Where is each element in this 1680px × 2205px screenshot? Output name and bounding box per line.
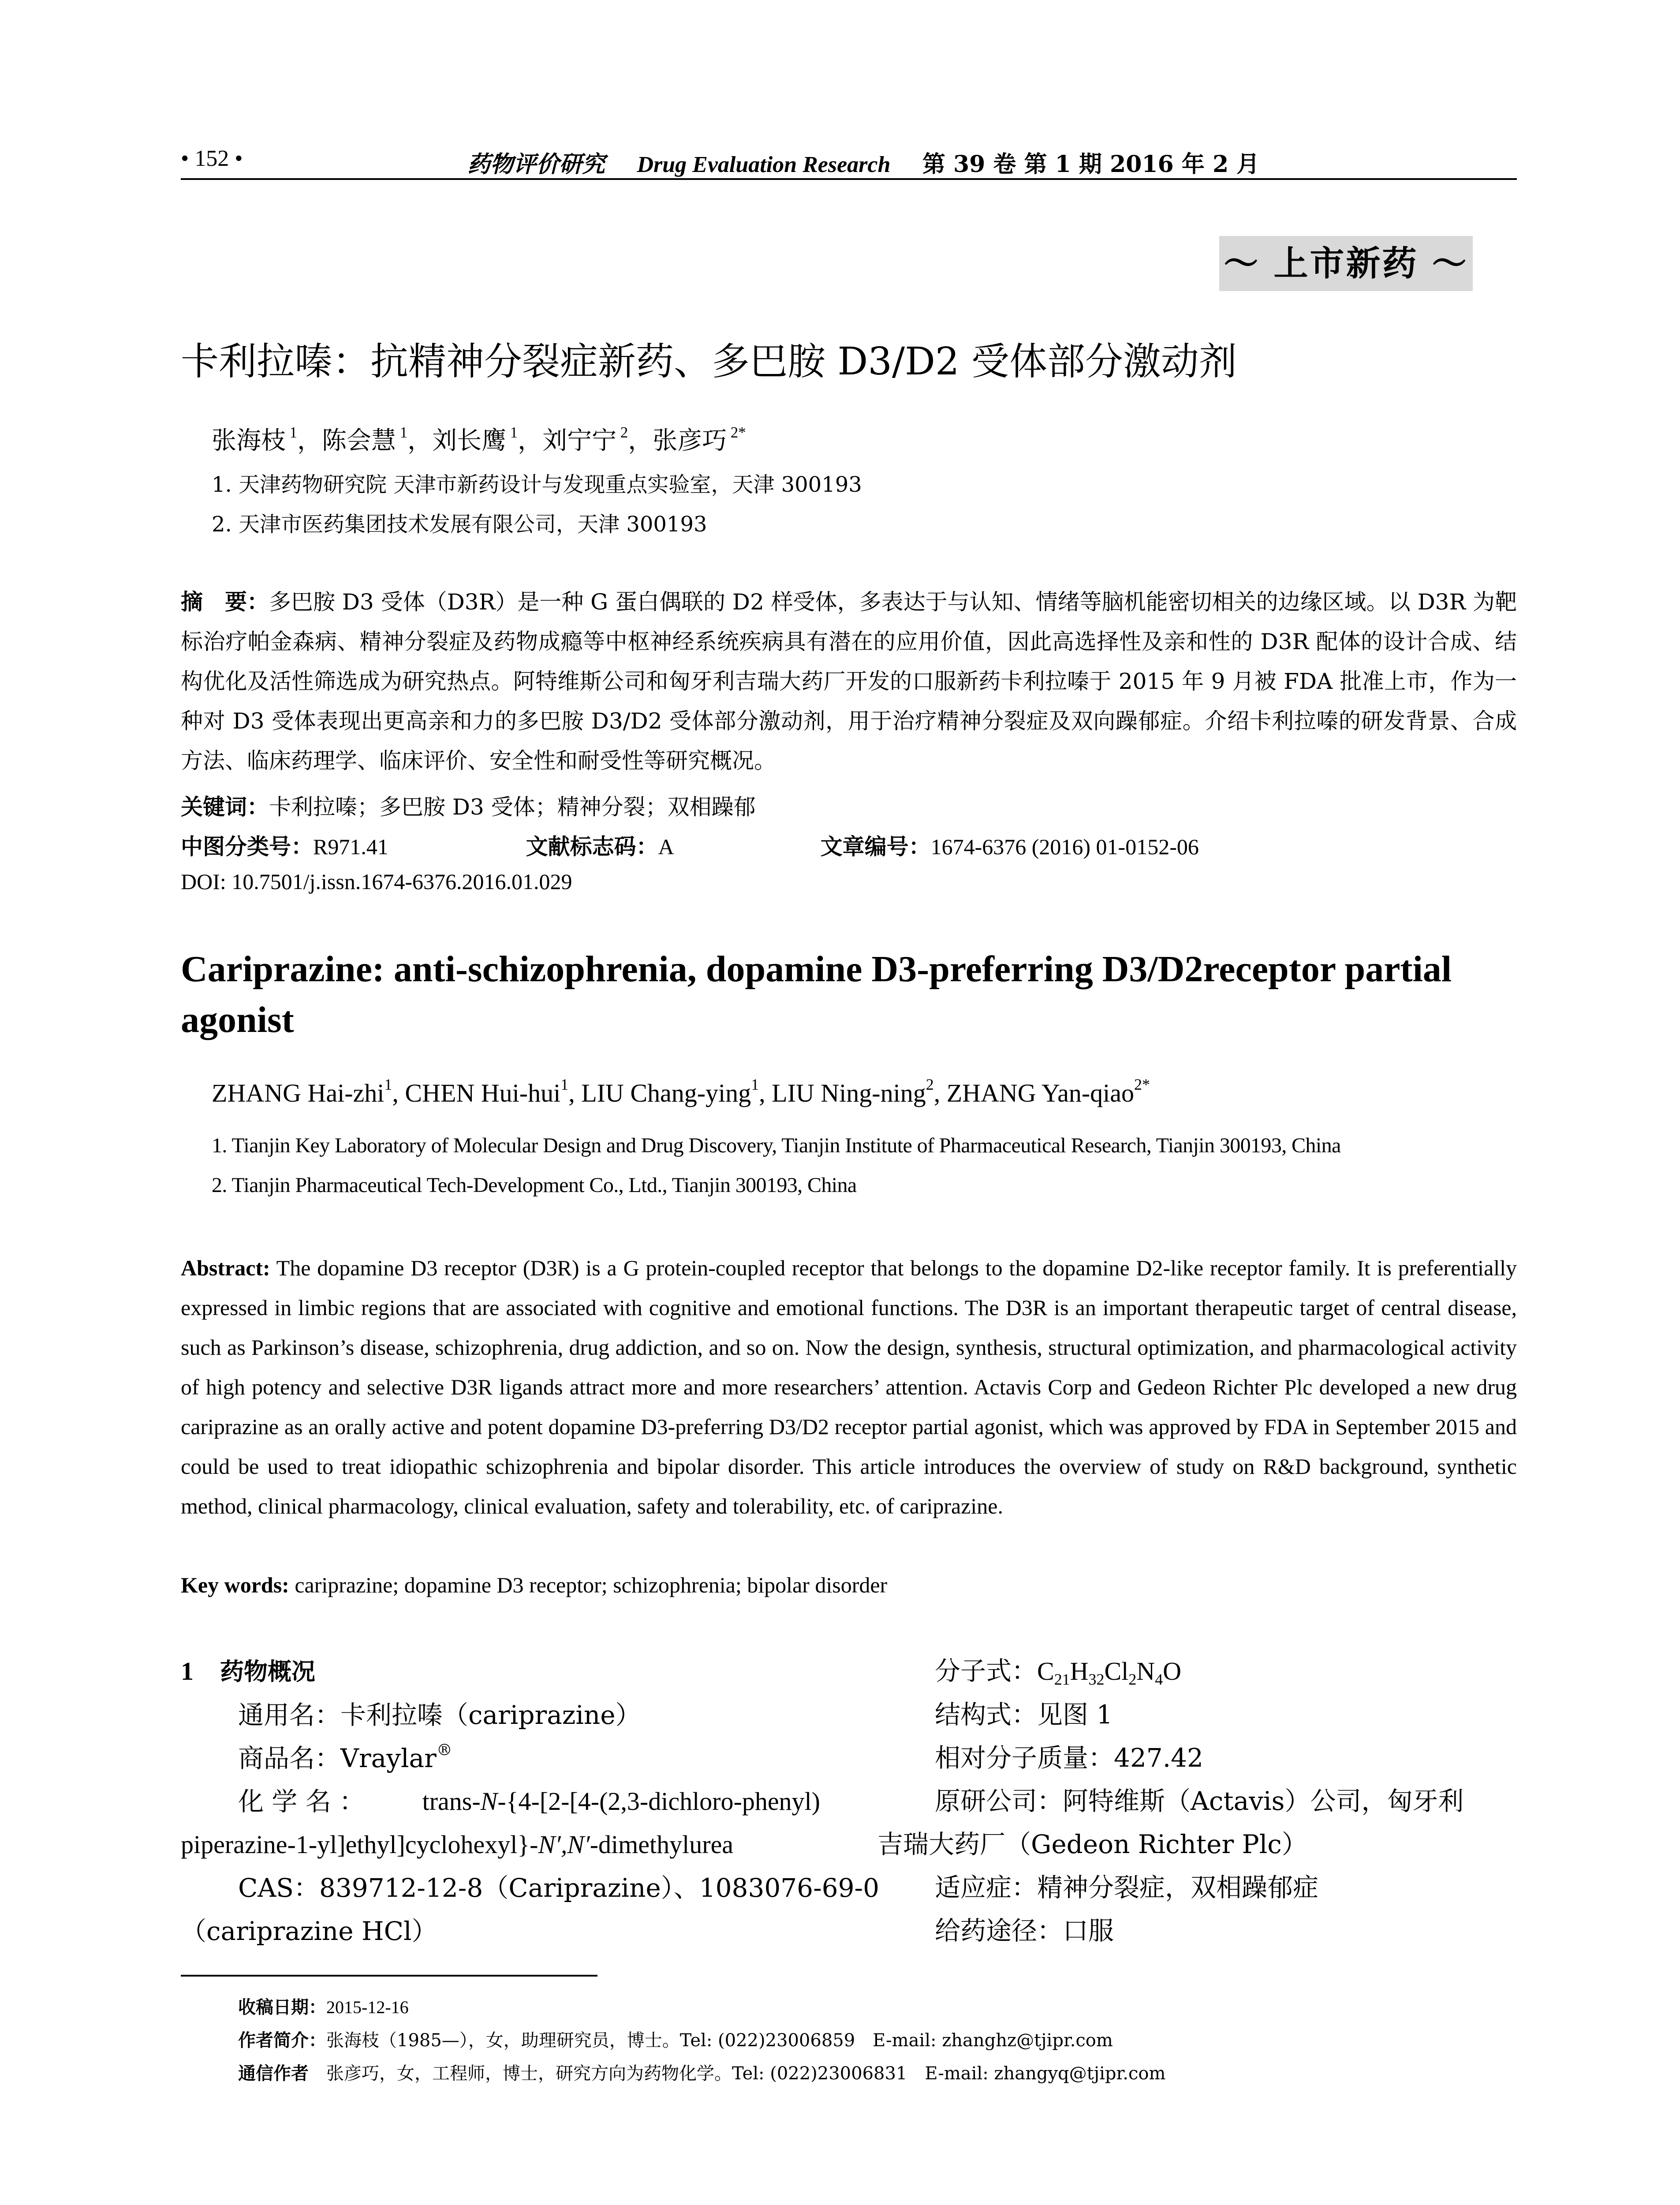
abstract-en-text: The dopamine D3 receptor (D3R) is a G protein-coupled receptor that belongs to the dopamine D2-like receptor family. It is preferentially expressed in limbic regions that are associated with cognitive and emotional functions. The D3R is an important therapeutic target of central disease, such as Parkinson’s disease, schizophrenia, drug addiction, and so on. Now the design, synthesis, structural optimization, and pharmacological activity of high potency and selective D3R ligands attract more and more researchers’ attention. Actavis Corp and Gedeon Richter Plc developed a new drug cariprazine as an orally active and potent dopamine D3-preferring D3/D2 receptor partial agonist, which was approved by FDA in September 2015 and could be used to treat idiopathic schizophrenia and bipolar disorder. This article introduces the overview of study on R&D background, synthetic method, clinical pharmacology, clinical evaluation, safety and tolerability, etc. of cariprazine. [181,1256,1517,1518]
clc-label: 中图分类号： [181,834,313,860]
section-1-left-column [181,1649,879,1953]
footnote-corresponding: 通信作者 张彦巧，女，工程师，博士，研究方向为药物化学。Tel: (022)23006831 E-mail: zhangyq@tjipr.com [238,2063,1166,2084]
author-affiliation-mark: 1 [384,1076,392,1094]
formula-element: O [1163,1657,1182,1686]
author-affiliation-mark: 1 [396,423,408,441]
issue-info: 第 39 卷 第 1 期 2016 年 2 月 [922,151,1260,178]
article-id-label: 文章编号： [820,834,931,860]
author-name: 陈会慧 [322,426,396,455]
page-number: • 152 • [181,146,243,171]
developer-line-1: 原研公司：阿特维斯（Actavis）公司，匈牙利 [935,1786,1464,1816]
author-affiliation-mark: 1 [560,1076,569,1094]
title-en: Cariprazine: anti-schizophrenia, dopamine D3-preferring D3/D2receptor partial agonist [181,949,1452,1040]
indication: 适应症：精神分裂症，双相躁郁症 [935,1872,1319,1902]
formula-element: N [1136,1657,1155,1686]
author-name: ZHANG Hai-zhi [212,1079,385,1107]
structure-ref: 结构式：见图 1 [935,1700,1113,1730]
affiliation-cn-1: 1. 天津药物研究院 天津市新药设计与发现重点实验室，天津 300193 [212,472,862,497]
author-name: LIU Ning-ning [772,1079,926,1107]
keywords-cn-label: 关键词： [181,794,269,820]
journal-line [467,146,1259,179]
author-affiliation-mark: 1 [506,423,518,441]
abstract-en-label: Abstract: [181,1256,270,1280]
formula-count: 4 [1155,1670,1163,1688]
cas-number-line-2: （cariprazine HCl） [181,1916,437,1946]
abstract-en [181,1248,1517,1526]
keywords-cn-text: 卡利拉嗪；多巴胺 D3 受体；精神分裂；双相躁郁 [269,794,756,820]
author-name: 刘长鹰 [432,426,507,455]
author-affiliation-mark: 2 [926,1076,934,1094]
molecular-weight: 相对分子质量：427.42 [935,1743,1203,1773]
formula-element: Cl [1104,1657,1129,1686]
author-affiliation-mark: 2* [727,423,746,441]
author-affiliation-mark: 2 [616,423,628,441]
author-name: 刘宁宁 [542,426,617,455]
author-name: 张海枝 [212,426,286,455]
footnote-rule [181,1975,597,1977]
author-affiliation-mark: 2* [1134,1076,1150,1094]
title-cn: 卡利拉嗪：抗精神分裂症新药、多巴胺 D3/D2 受体部分激动剂 [181,340,1237,384]
section-1-number: 1 [181,1657,194,1686]
author-name: 张彦巧 [653,426,727,455]
affiliation-en-1: 1. Tianjin Key Laboratory of Molecular Design and Drug Discovery, Tianjin Institute of Pharmaceutical Research, Tianjin 300193, China [212,1134,1341,1157]
doc-code-value: A [658,834,674,859]
abstract-cn [181,582,1517,781]
chemical-name-line-2: piperazine-1-yl]ethyl]cyclohexyl}-N′,N′-dimethylurea [181,1830,734,1859]
footnote-received: 收稿日期：2015-12-16 [238,1997,409,2018]
author-affiliation-mark: 1 [751,1076,759,1094]
authors-en: ZHANG Hai-zhi$^1$, CHEN Hui-hui$^1$, LIU Chang-ying$^1$, LIU Ning-ning$^2$, ZHANG Yan-qiao$^{2*}$ [212,1076,1150,1107]
author-name: ZHANG Yan-qiao [946,1079,1135,1107]
abstract-cn-text: 多巴胺 D3 受体（D3R）是一种 G 蛋白偶联的 D2 样受体，多表达于与认知、情绪等脑机能密切相关的边缘区域。以 D3R 为靶标治疗帕金森病、精神分裂症及药物成瘾等中枢神经系统疾病具有潜在的应用价值，因此高选择性及亲和性的 D3R 配体的设计合成、结构优化及活性筛选成为研究热点。阿特维斯公司和匈牙利吉瑞大药厂开发的口服新药卡利拉嗪于 2015 年 9 月被 FDA 批准上市，作为一种对 D3 受体表现出更高亲和力的多巴胺 D3/D2 受体部分激动剂，用于治疗精神分裂症及双向躁郁症。介绍卡利拉嗪的研发背景、合成方法、临床药理学、临床评价、安全性和耐受性等研究概况。 [181,589,1517,774]
journal-name-cn: 药物评价研究 [467,151,605,178]
clc-value: R971.41 [313,834,388,859]
trade-name: 商品名：Vraylar® [238,1741,452,1773]
chemical-name-label: 化 学 名 ： [238,1786,365,1816]
header-rule [181,178,1517,180]
footnote-author: 作者简介：张海枝（1985—），女，助理研究员，博士。Tel: (022)23006859 E-mail: zhanghz@tjipr.com [238,2030,1113,2051]
section-1-title: 药物概况 [220,1658,315,1686]
affiliation-cn-2: 2. 天津市医药集团技术发展有限公司，天津 300193 [212,512,707,537]
affiliation-en-2: 2. Tianjin Pharmaceutical Tech-Development Co., Ltd., Tianjin 300193, China [212,1174,857,1197]
section-tag: ～ 上市新药 ～ [1219,236,1473,291]
formula-element: H [1070,1657,1089,1686]
formula-count: 32 [1088,1670,1105,1688]
formula-element: C [1037,1657,1054,1686]
section-1-heading [181,1649,820,1693]
article-id-value: 1674-6376 (2016) 01-0152-06 [930,834,1199,859]
keywords-en [181,1572,887,1598]
formula-count: 2 [1128,1670,1137,1688]
section-1-right-column [877,1649,1517,1952]
doc-code-label: 文献标志码： [526,834,658,860]
generic-name: 通用名：卡利拉嗪（cariprazine） [238,1700,641,1730]
authors-cn: 张海枝 $^1$，陈会慧 $^1$，刘长鹰 $^1$，刘宁宁 $^2$，张彦巧 $^{2*}$ [212,423,746,455]
author-affiliation-mark: 1 [286,423,298,441]
cas-number-line-1: CAS：839712-12-8（Cariprazine）、1083076-69-0 [238,1873,879,1903]
molecular-formula: 分子式：$C_{21}H_{32}Cl_2N_4O$ [935,1656,1182,1688]
running-header [181,141,1517,181]
doi: DOI: 10.7501/j.issn.1674-6376.2016.01.029 [181,869,572,894]
author-name: CHEN Hui-hui [405,1079,561,1107]
abstract-cn-label: 摘 要： [181,589,269,615]
route: 给药途径：口服 [935,1916,1114,1946]
author-name: LIU Chang-ying [581,1079,751,1107]
developer-line-2: 吉瑞大药厂（Gedeon Richter Plc） [877,1829,1307,1859]
keywords-cn [181,789,756,821]
keywords-en-label: Key words: [181,1573,289,1597]
classification-line [181,829,1199,861]
chemical-name-line-1: 化 学 名 ： trans-N-{4-[2-[4-(2,3-dichloro-phenyl) [181,1780,820,1823]
journal-name-en: Drug Evaluation Research [637,152,891,177]
formula-count: 21 [1054,1670,1070,1688]
keywords-en-text: cariprazine; dopamine D3 receptor; schizophrenia; bipolar disorder [295,1573,888,1597]
